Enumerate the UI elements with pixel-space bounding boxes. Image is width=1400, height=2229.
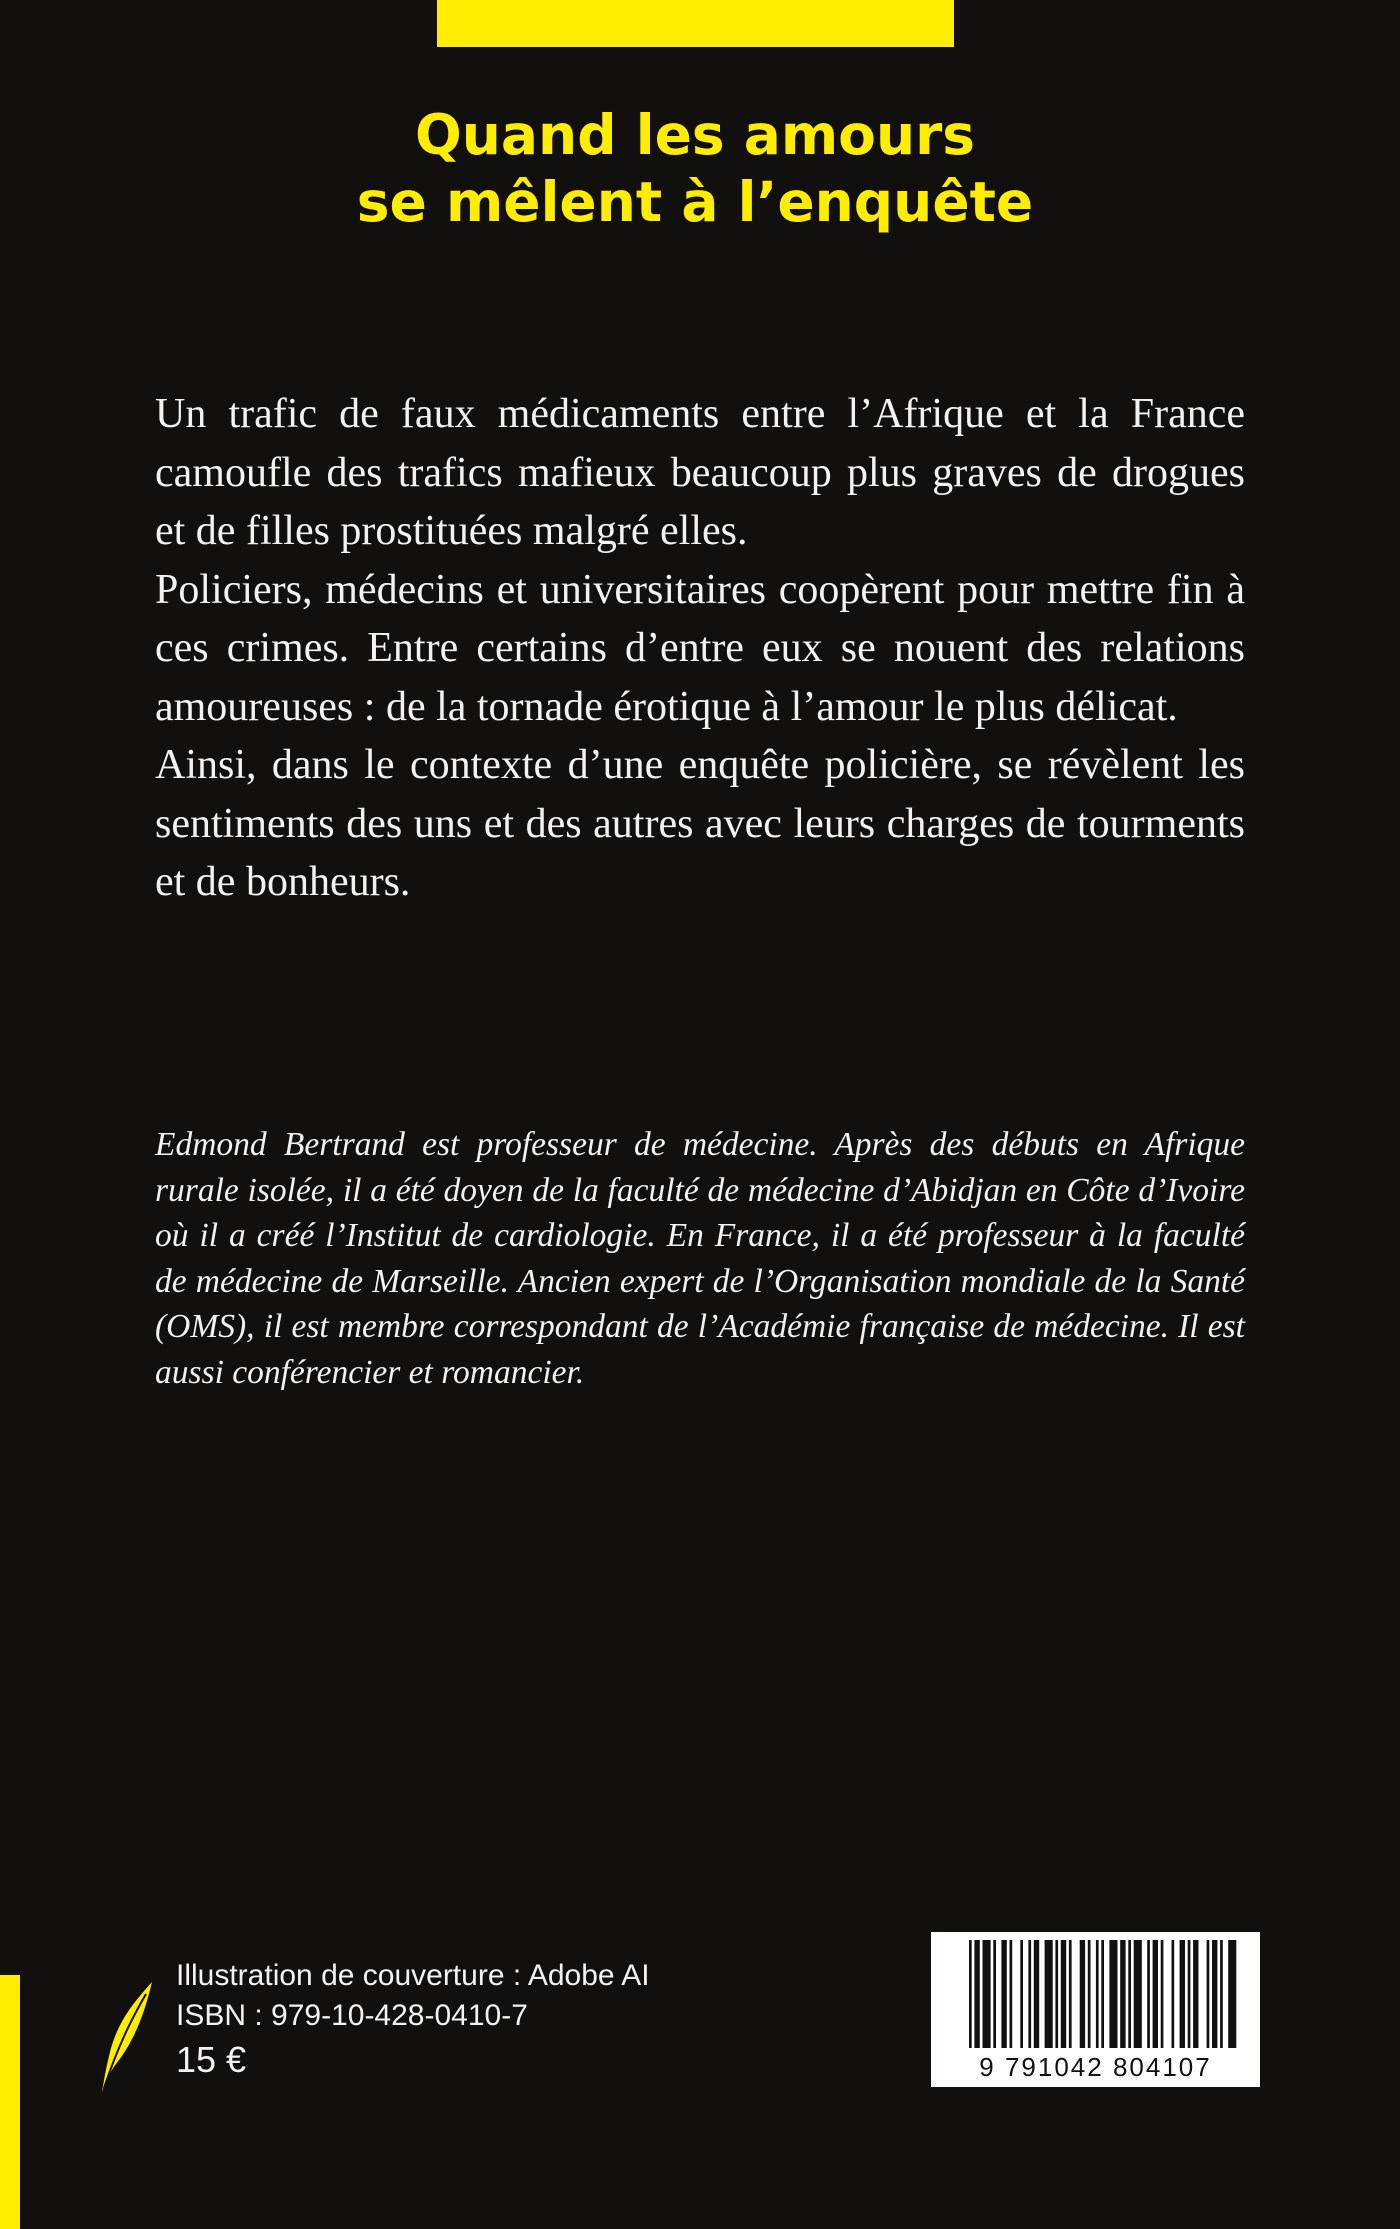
barcode-bar [1147,1940,1150,2048]
barcode-bar [1207,1940,1210,2048]
barcode-bar [1134,1940,1142,2048]
barcode-bar [1161,1940,1164,2048]
barcode-bar [1088,1940,1091,2048]
left-accent-bar [0,1975,20,2229]
barcode-bar [1028,1940,1031,2048]
illustration-credit: Illustration de couverture : Adobe AI [176,1959,650,1992]
barcode-bar [1212,1940,1217,2048]
barcode-bar [1055,1940,1058,2048]
barcode-bar [1045,1940,1053,2048]
isbn: ISBN : 979-10-428-0410-7 [176,1999,528,2032]
feather-icon [96,1980,156,2095]
synopsis-paragraph: Ainsi, dans le contexte d’une enquête policière, se révèlent les sentiments des uns et des autres avec leurs charges de tourments et de bonheurs. [155,742,1245,905]
author-bio: Edmond Bertrand est professeur de médecine. Après des débuts en Afrique rurale isolée, il a été doyen de la faculté de médecine d’Abidjan en Côte d’Ivoire où il a créé l’Institut de cardiologie. En France, il a été professeur à la faculté de médecine de Marseille. Ancien expert de l’Organisation mondiale de la Santé (OMS), il est membre correspondant de l’Académie française de médecine. Il est aussi conférencier et romancier. [155,1126,1245,1391]
barcode-bar [1128,1940,1131,2048]
barcode-bar [974,1940,979,2048]
price: 15 € [176,2039,247,2080]
barcode-bar [1080,1940,1085,2048]
barcode-bar [1034,1940,1039,2048]
publication-info [176,1956,650,2084]
barcode-bar [1193,1940,1198,2048]
title-line-1: Quand les amours [415,103,975,167]
barcode-bar [1228,1940,1236,2048]
barcode-bar [1096,1940,1099,2048]
title-line-2: se mêlent à l’enquête [356,170,1034,234]
barcode-bar [1172,1940,1175,2048]
barcode-bar [969,1940,972,2048]
barcode-bar [1109,1940,1117,2048]
barcode-bar [1069,1940,1072,2048]
barcode-bar [983,1940,991,2048]
synopsis [155,385,1245,912]
barcode-bars [931,1932,1260,2052]
barcode-bar [1188,1940,1191,2048]
barcode-bar [1010,1940,1013,2048]
top-accent-bar [437,0,954,47]
barcode [931,1932,1260,2087]
barcode-bar [993,1940,996,2048]
barcode-bar [1020,1940,1023,2048]
barcode-bar [1180,1940,1185,2048]
barcode-bar [1120,1940,1125,2048]
barcode-bar [1061,1940,1066,2048]
synopsis-paragraph: Policiers, médecins et universitaires coopèrent pour mettre fin à ces crimes. Entre certains d’entre eux se nouent des relations amoureuses : de la tornade érotique à l’amour le plus délicat. [155,566,1245,730]
barcode-bar [1153,1940,1158,2048]
barcode-bar [1220,1940,1223,2048]
barcode-bar [1101,1940,1104,2048]
barcode-bar [1001,1940,1006,2048]
synopsis-paragraph: Un trafic de faux médicaments entre l’Afrique et la France camoufle des trafics mafieux beaucoup plus graves de drogues et de filles prostituées malgré elles. [155,391,1245,554]
book-title [0,102,1390,236]
barcode-number: 9 791042 804107 [979,2052,1212,2082]
